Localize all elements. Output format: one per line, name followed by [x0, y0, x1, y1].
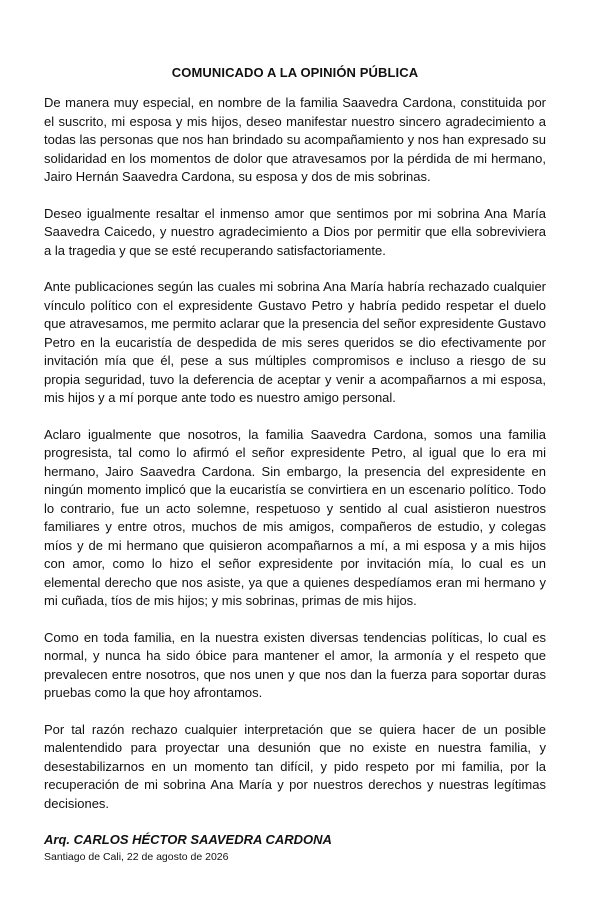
paragraph-political-diversity: Como en toda familia, en la nuestra existen diversas tendencias políticas, lo cual es normal, y nunca ha sido óbice para mantener el amor, la armonía y el respeto que prevalecen entre nosotros, que nos unen y que nos dan la fuerza para soportar duras pruebas como la que hoy afrontamos.: [44, 629, 546, 700]
paragraph-family-progressive: Aclaro igualmente que nosotros, la familia Saavedra Cardona, somos una familia progresista, tal como lo afirmó el señor expresidente Petro, al igual que lo era mi hermano, Jairo Saavedra Cardona. Sin embargo, la presencia del expresidente en ningún momento implicó que la eucaristía se convirtiera en un escenario político. Todo lo contrario, fue un acto solemne, respetuoso y sentido al cual asistieron nuestros familiares y entre otros, muchos de mis amigos, compañeros de estudio, y colegas míos y de mi hermano que quisieron acompañarnos a mí, a mi esposa y a mis hijos con amor, como lo hizo el señor expresidente por invitación mía, lo cual es un elemental derecho que nos asiste, ya que a quienes despedíamos eran mi hermano y mi cuñada, tíos de mis hijos; y mis sobrinas, primas de mis hijos.: [44, 426, 546, 608]
paragraph-gratitude: De manera muy especial, en nombre de la familia Saavedra Cardona, constituida por el suscrito, mi esposa y mis hijos, deseo manifestar nuestro sincero agradecimiento a todas las personas que nos han brindado su acompañamiento y nos han expresado su solidaridad en los momentos de dolor que atravesamos por la pérdida de mi hermano, Jairo Hernán Saavedra Cardona, su esposa y dos de mis sobrinas.: [44, 95, 546, 184]
document-title: COMUNICADO A LA OPINIÓN PÚBLICA: [171, 65, 419, 80]
paragraph-clarification-petro: Ante publicaciones según las cuales mi sobrina Ana María habría rechazado cualquier vínculo político con el expresidente Gustavo Petro y habría pedido respetar el duelo que atravesamos, me permito aclarar que la presencia del señor expresidente Gustavo Petro en la eucaristía de despedida de mis seres queridos se dio efectivamente por invitación mía que él, pese a sus múltiples compromisos e incluso a riesgo de su propia seguridad, tuvo la deferencia de aceptar y venir a acompañarnos a mi esposa, mis hijos y a mí porque ante todo es nuestro amigo personal.: [44, 279, 546, 405]
place-date: Santiago de Cali, 22 de agosto de 2026: [44, 851, 229, 863]
paragraph-niece: Deseo igualmente resaltar el inmenso amor que sentimos por mi sobrina Ana María Saavedra Caicedo, y nuestro agradecimiento a Dios por permitir que ella sobreviviera a la tragedia y que se esté recuperando satisfactoriamente.: [44, 205, 546, 258]
paragraph-rejection: Por tal razón rechazo cualquier interpretación que se quiera hacer de un posible malentendido para proyectar una desunión que no existe en nuestra familia, y desestabilizarnos en un momento tan difícil, y pido respeto por mi familia, por la recuperación de mi sobrina Ana María y por nuestros derechos y nuestras legítimas decisiones.: [44, 721, 546, 811]
document-page: [44, 64, 546, 864]
signature-name: Arq. CARLOS HÉCTOR SAAVEDRA CARDONA: [44, 832, 332, 847]
